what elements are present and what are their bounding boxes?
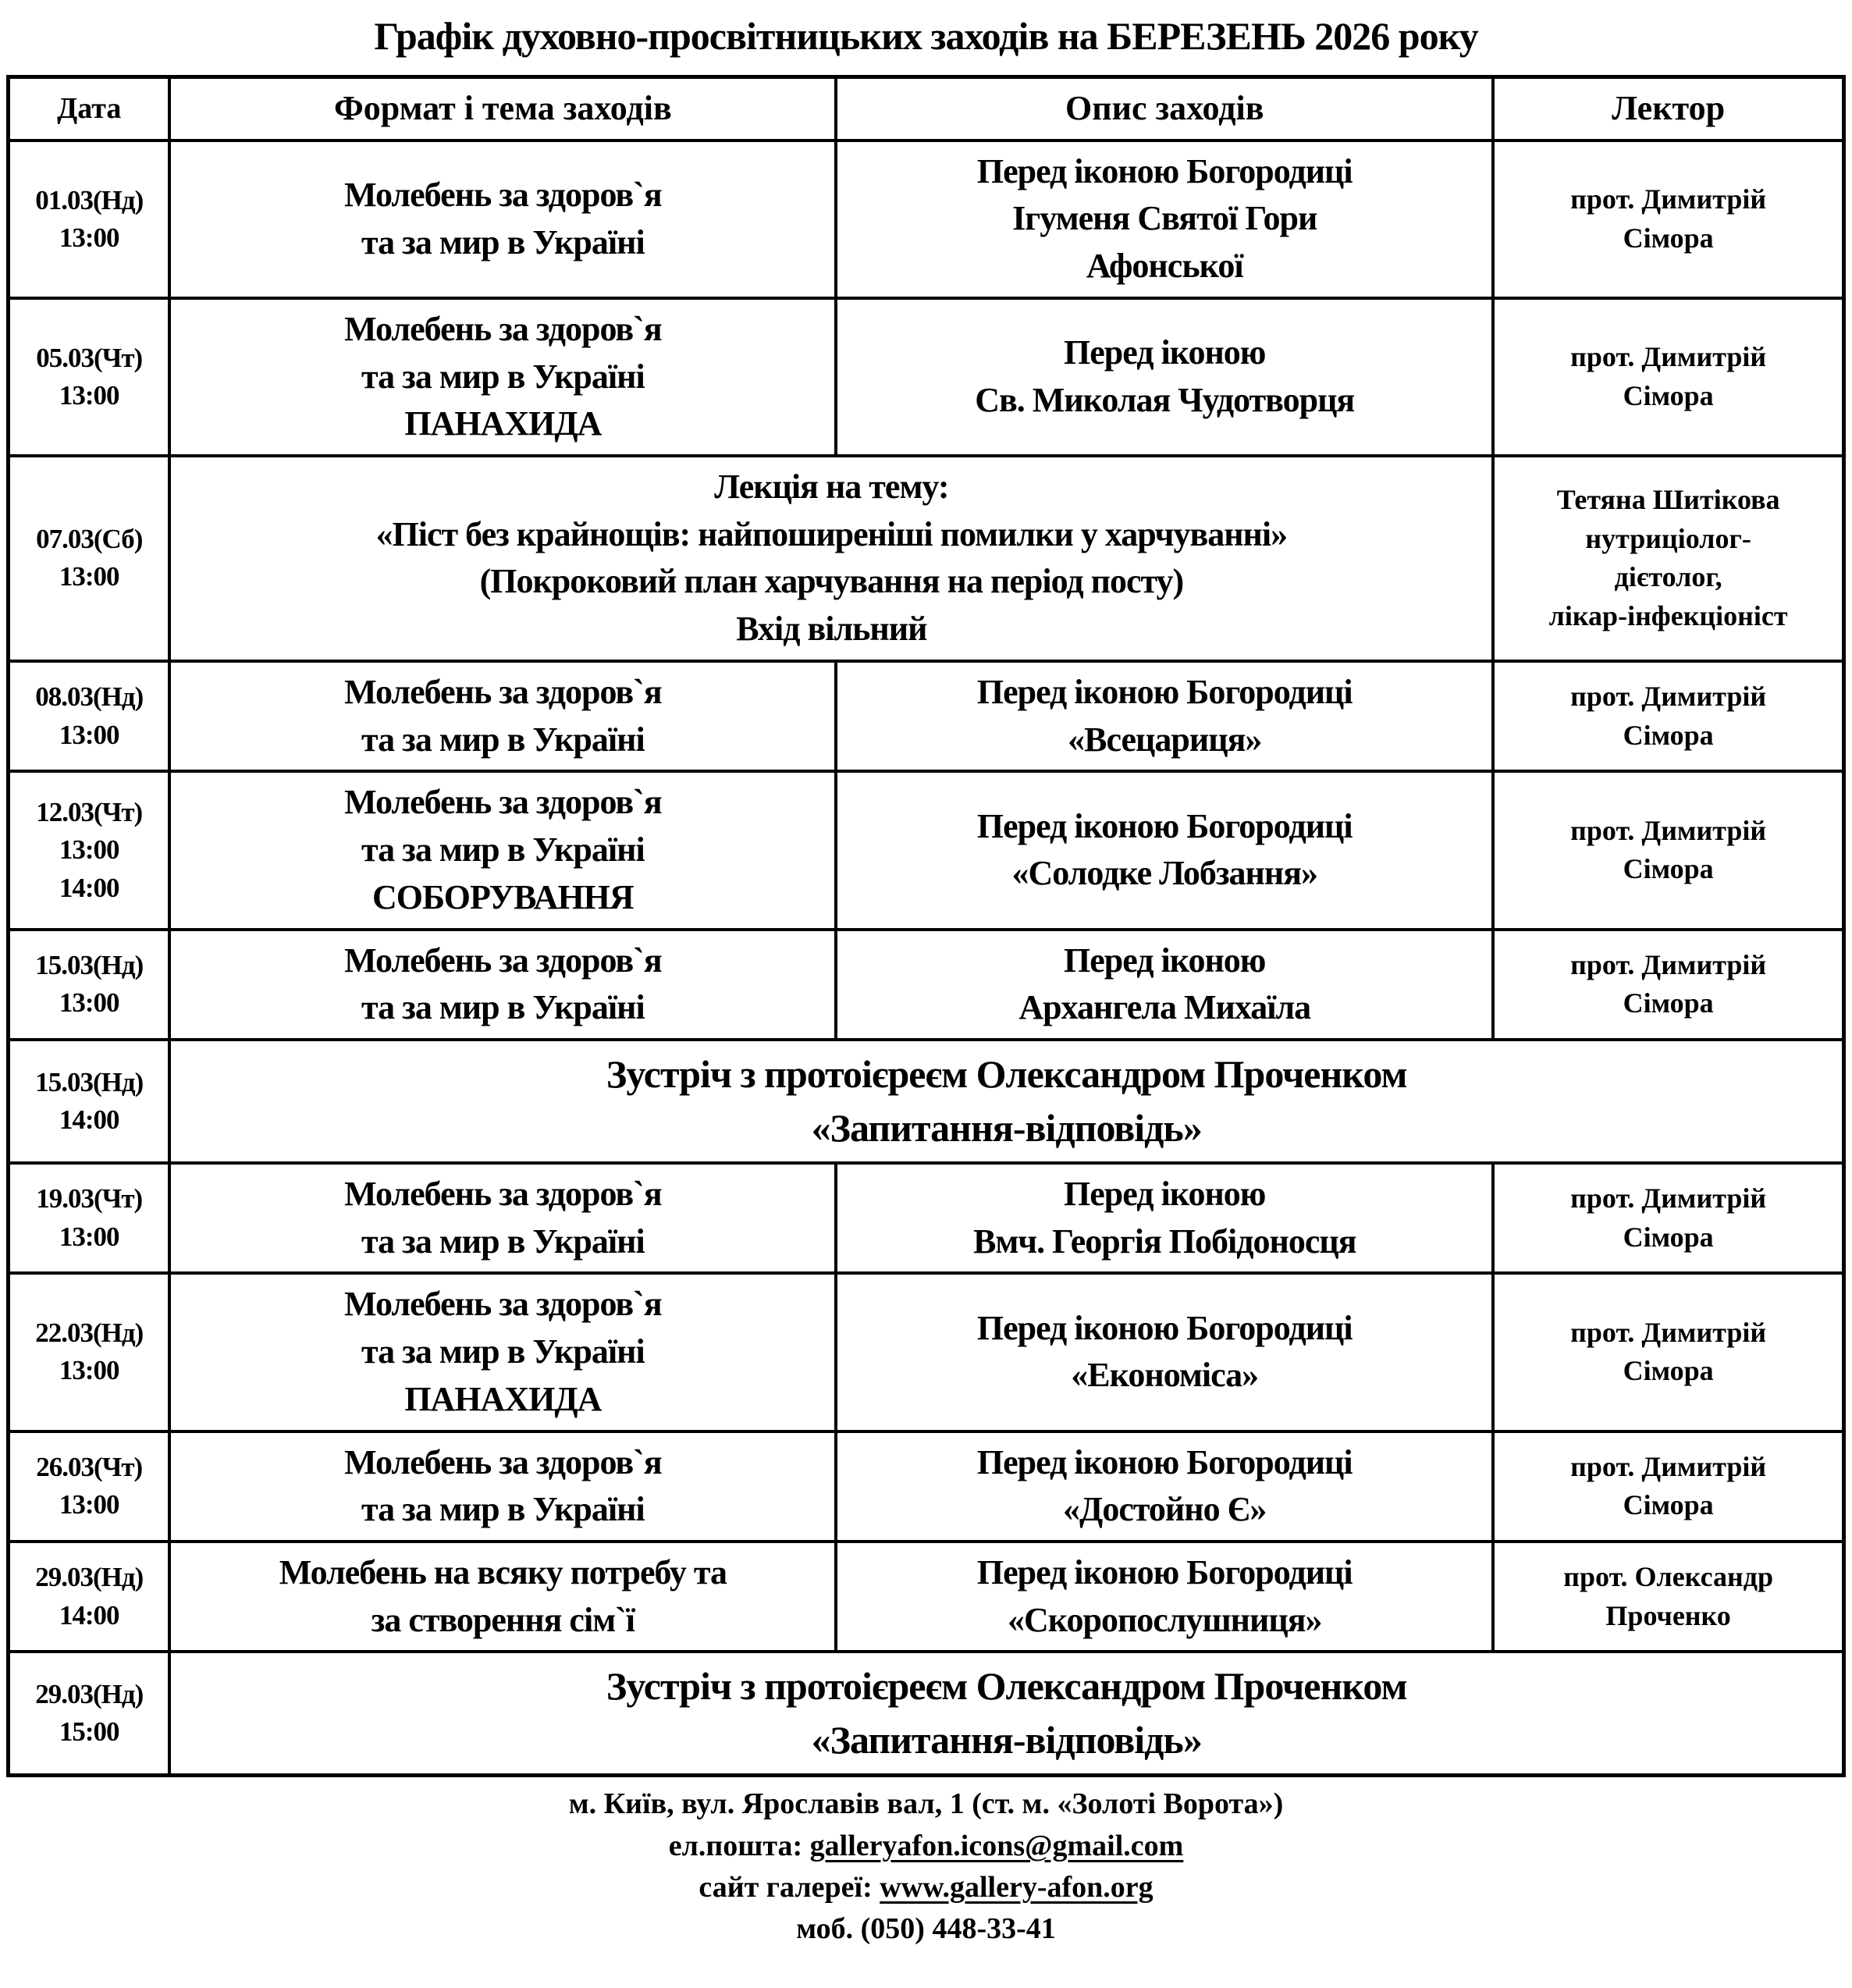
email-link[interactable]: galleryafon.icons@gmail.com xyxy=(809,1829,1184,1862)
desc-cell: Перед іконою Св. Миколая Чудотворця xyxy=(836,298,1493,456)
footer-site-line xyxy=(6,1867,1846,1908)
lecturer-cell: прот. Димитрій Сімора xyxy=(1493,1273,1843,1431)
desc-cell: Перед іконою Богородиці «Достойно Є» xyxy=(836,1431,1493,1542)
footer xyxy=(6,1784,1846,1950)
format-cell: Молебень за здоров`я та за мир в Україні xyxy=(169,1163,836,1273)
format-cell: Молебень за здоров`я та за мир в Україні xyxy=(169,1431,836,1542)
table-row xyxy=(9,1273,1844,1431)
date-cell: 29.03(Нд) 15:00 xyxy=(9,1652,170,1776)
table-header-row xyxy=(9,77,1844,140)
date-cell: 08.03(Нд) 13:00 xyxy=(9,661,170,771)
meeting-cell: Зустріч з протоієреєм Олександром Проченком «Запитання-відповідь» xyxy=(169,1040,1843,1163)
date-cell: 19.03(Чт) 13:00 xyxy=(9,1163,170,1273)
table-row xyxy=(9,140,1844,298)
format-cell: Молебень за здоров`я та за мир в Україні xyxy=(169,661,836,771)
lecturer-cell: прот. Димитрій Сімора xyxy=(1493,930,1843,1040)
date-cell: 29.03(Нд) 14:00 xyxy=(9,1542,170,1652)
column-header-description: Опис заходів xyxy=(836,77,1493,140)
table-row xyxy=(9,1431,1844,1542)
date-cell: 26.03(Чт) 13:00 xyxy=(9,1431,170,1542)
footer-email-label: ел.пошта: xyxy=(668,1829,810,1862)
table-row xyxy=(9,771,1844,929)
desc-cell: Перед іконою Богородиці «Економіса» xyxy=(836,1273,1493,1431)
format-cell: Молебень за здоров`я та за мир в Україні ПАНАХИДА xyxy=(169,298,836,456)
desc-cell: Перед іконою Богородиці «Солодке Лобзання» xyxy=(836,771,1493,929)
date-cell: 15.03(Нд) 14:00 xyxy=(9,1040,170,1163)
lecturer-cell: прот. Димитрій Сімора xyxy=(1493,298,1843,456)
desc-cell: Перед іконою Богородиці «Всецариця» xyxy=(836,661,1493,771)
table-row xyxy=(9,456,1844,661)
lecturer-cell: прот. Димитрій Сімора xyxy=(1493,140,1843,298)
date-cell: 15.03(Нд) 13:00 xyxy=(9,930,170,1040)
page-title: Графік духовно-просвітницьких заходів на БЕРЕЗЕНЬ 2026 року xyxy=(374,14,1478,58)
footer-email-line xyxy=(6,1826,1846,1867)
lecturer-cell: прот. Димитрій Сімора xyxy=(1493,661,1843,771)
table-row xyxy=(9,1163,1844,1273)
lecturer-cell: прот. Димитрій Сімора xyxy=(1493,1163,1843,1273)
date-cell: 05.03(Чт) 13:00 xyxy=(9,298,170,456)
schedule-table-body xyxy=(9,140,1844,1776)
format-cell: Молебень за здоров`я та за мир в Україні СОБОРУВАННЯ xyxy=(169,771,836,929)
desc-cell: Перед іконою Архангела Михаїла xyxy=(836,930,1493,1040)
date-cell: 07.03(Сб) 13:00 xyxy=(9,456,170,661)
format-cell: Молебень за здоров`я та за мир в Україні xyxy=(169,930,836,1040)
lecturer-cell: прот. Димитрій Сімора xyxy=(1493,1431,1843,1542)
schedule-table xyxy=(6,75,1846,1777)
date-cell: 12.03(Чт) 13:00 14:00 xyxy=(9,771,170,929)
column-header-format: Формат і тема заходів xyxy=(169,77,836,140)
table-row xyxy=(9,1040,1844,1163)
table-row xyxy=(9,661,1844,771)
lecturer-cell: прот. Олександр Проченко xyxy=(1493,1542,1843,1652)
column-header-date: Дата xyxy=(9,77,170,140)
table-row xyxy=(9,1652,1844,1776)
table-row xyxy=(9,298,1844,456)
date-cell: 01.03(Нд) 13:00 xyxy=(9,140,170,298)
website-link[interactable]: www.gallery-afon.org xyxy=(880,1870,1154,1904)
table-row xyxy=(9,930,1844,1040)
format-cell: Молебень за здоров`я та за мир в Україні xyxy=(169,140,836,298)
table-row xyxy=(9,1542,1844,1652)
lecturer-cell: прот. Димитрій Сімора xyxy=(1493,771,1843,929)
desc-cell: Перед іконою Богородиці Ігуменя Святої Гори Афонської xyxy=(836,140,1493,298)
date-cell: 22.03(Нд) 13:00 xyxy=(9,1273,170,1431)
desc-cell: Перед іконою Богородиці «Скоропослушниця» xyxy=(836,1542,1493,1652)
footer-site-label: сайт галереї: xyxy=(698,1870,880,1904)
meeting-cell: Зустріч з протоієреєм Олександром Проченком «Запитання-відповідь» xyxy=(169,1652,1843,1776)
desc-cell: Перед іконою Вмч. Георгія Побідоносця xyxy=(836,1163,1493,1273)
footer-address: м. Київ, вул. Ярославів вал, 1 (ст. м. «Золоті Ворота») xyxy=(568,1787,1284,1821)
lecturer-cell: Тетяна Шитікова нутриціолог- дієтолог, лікар-інфекціоніст xyxy=(1493,456,1843,661)
column-header-lecturer: Лектор xyxy=(1493,77,1843,140)
format-cell: Молебень за здоров`я та за мир в Україні ПАНАХИДА xyxy=(169,1273,836,1431)
format-cell: Молебень на всяку потребу та за створення сім`ї xyxy=(169,1542,836,1652)
lecture-cell: Лекція на тему: «Піст без крайнощів: найпоширеніші помилки у харчуванні» (Покроковий план харчування на період посту) Вхід вільний xyxy=(169,456,1493,661)
footer-phone: моб. (050) 448-33-41 xyxy=(796,1912,1056,1945)
